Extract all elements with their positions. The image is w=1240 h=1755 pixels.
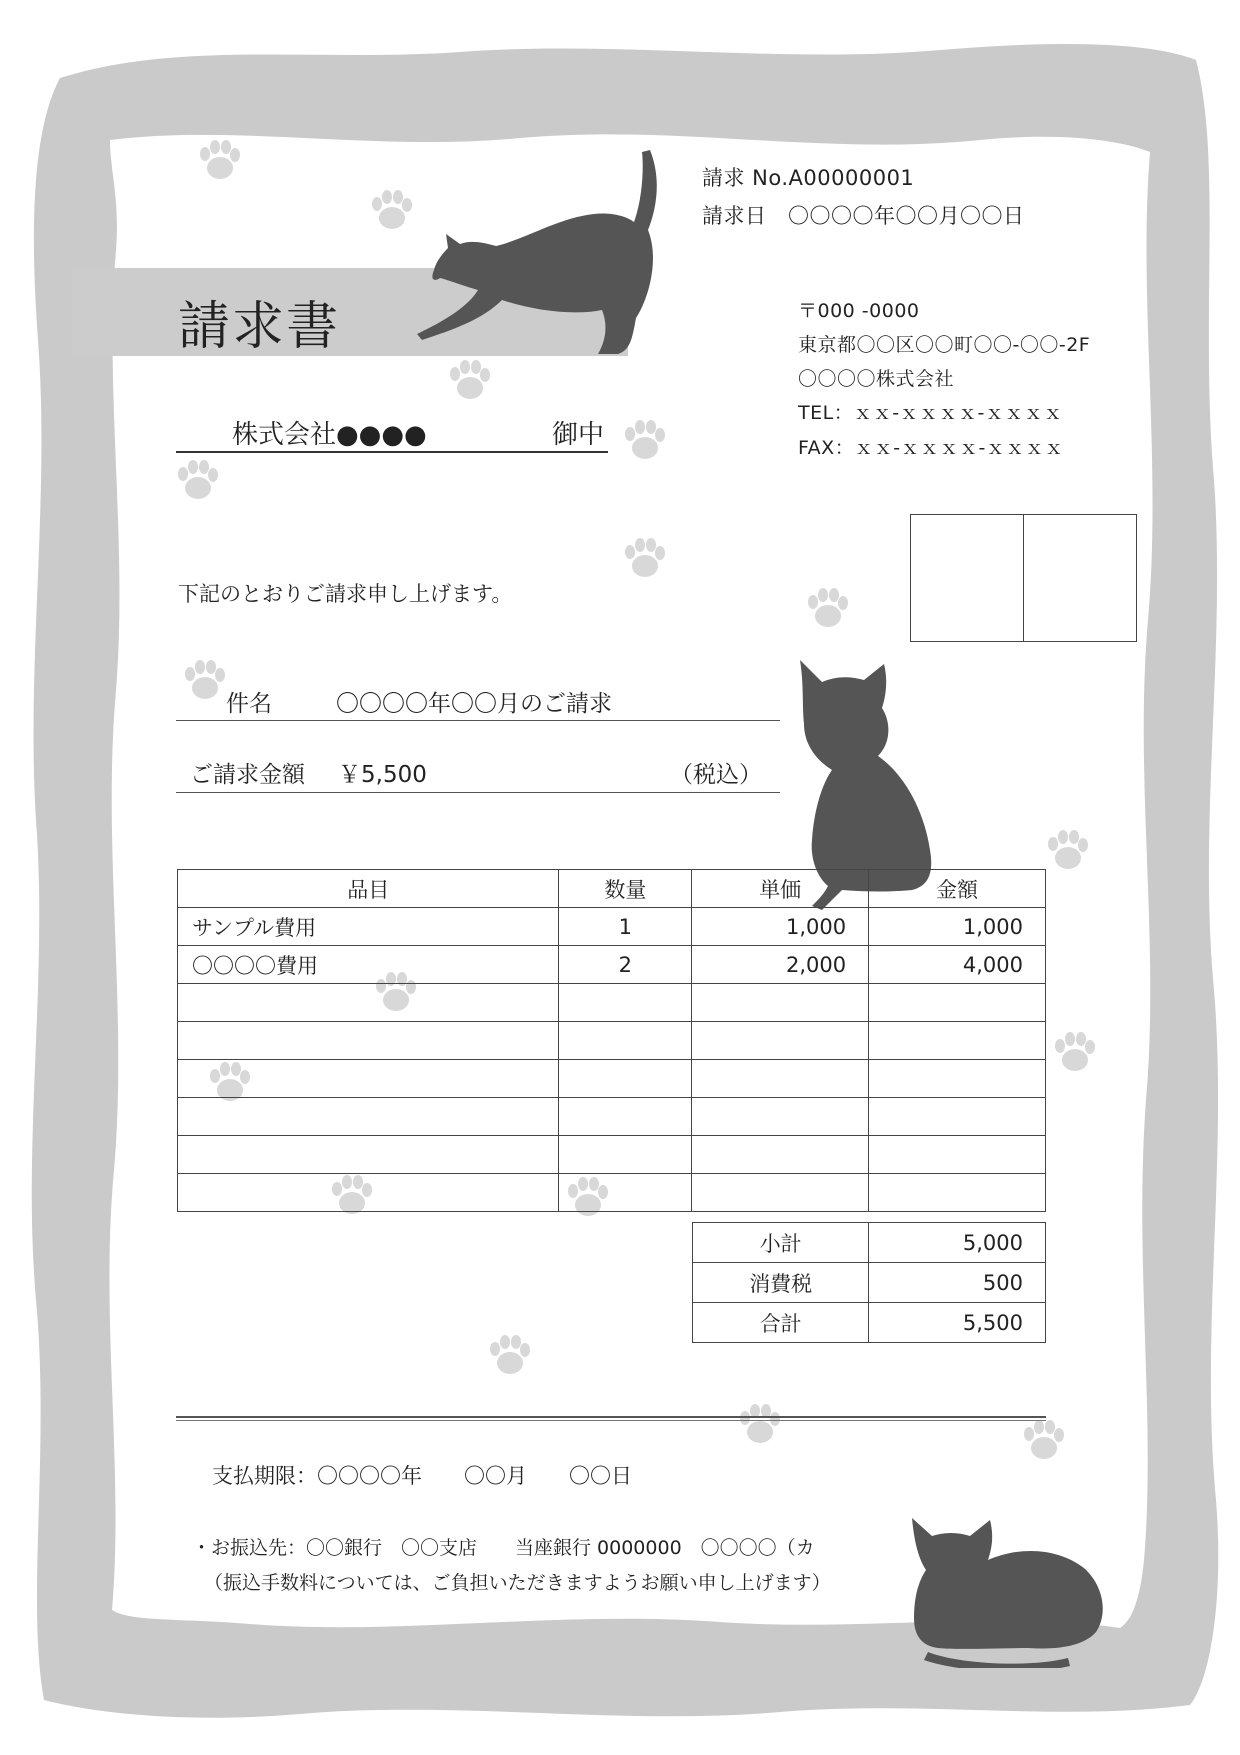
stamp-box-left	[911, 515, 1024, 641]
cell-item: 〇〇〇〇費用	[178, 946, 559, 984]
cell-amount: 1,000	[869, 908, 1046, 946]
cell-item	[178, 1098, 559, 1136]
cell-item	[178, 1174, 559, 1212]
cell-amount	[869, 1098, 1046, 1136]
subtotal-row	[693, 1223, 1046, 1263]
tax-label: 消費税	[693, 1263, 869, 1303]
table-row	[178, 1022, 1046, 1060]
invoice-number: 請求 No.A00000001	[702, 166, 915, 190]
sender-company: 〇〇〇〇株式会社	[798, 368, 955, 390]
sender-tel: TEL：ｘｘ-ｘｘｘｘ-ｘｘｘｘ	[798, 402, 1063, 424]
amount-value: ￥5,500	[338, 762, 427, 788]
cat-lying-icon	[908, 1518, 1108, 1668]
cell-qty	[559, 1022, 692, 1060]
table-row	[178, 946, 1046, 984]
table-row	[178, 984, 1046, 1022]
cell-item	[178, 1060, 559, 1098]
subject-value: 〇〇〇〇年〇〇月のご請求	[336, 691, 612, 717]
total-value: 5,500	[869, 1303, 1046, 1343]
header-item: 品目	[178, 870, 559, 908]
cell-unit-price	[692, 1098, 869, 1136]
cell-amount	[869, 984, 1046, 1022]
items-table	[177, 869, 1046, 1212]
cell-unit-price: 1,000	[692, 908, 869, 946]
cell-amount	[869, 1174, 1046, 1212]
cell-qty: 1	[559, 908, 692, 946]
table-row	[178, 908, 1046, 946]
cell-amount	[869, 1136, 1046, 1174]
divider-top	[176, 1416, 1046, 1418]
cell-unit-price	[692, 1136, 869, 1174]
cell-amount	[869, 1022, 1046, 1060]
cell-item	[178, 1022, 559, 1060]
cell-unit-price	[692, 1022, 869, 1060]
cell-unit-price	[692, 1060, 869, 1098]
subject-underline	[176, 720, 780, 721]
payment-bank: ・お振込先：〇〇銀行 〇〇支店 当座銀行 0000000 〇〇〇〇（カ	[192, 1537, 815, 1559]
recipient-honorific: 御中	[552, 420, 605, 450]
divider-bottom	[176, 1420, 1046, 1421]
cell-unit-price: 2,000	[692, 946, 869, 984]
stamp-box-right	[1024, 515, 1137, 641]
intro-text: 下記のとおりご請求申し上げます。	[178, 582, 513, 606]
table-row	[178, 1098, 1046, 1136]
table-row	[178, 1060, 1046, 1098]
cell-item	[178, 984, 559, 1022]
payment-deadline: 支払期限：〇〇〇〇年 〇〇月 〇〇日	[212, 1464, 632, 1488]
cell-unit-price	[692, 1174, 869, 1212]
amount-tax-note: （税込）	[670, 762, 762, 788]
header-qty: 数量	[559, 870, 692, 908]
sender-postal: 〒000 -0000	[798, 300, 920, 322]
table-header-row	[178, 870, 1046, 908]
recipient-underline	[176, 451, 608, 453]
cell-qty	[559, 1174, 692, 1212]
cell-qty	[559, 1136, 692, 1174]
tax-value: 500	[869, 1263, 1046, 1303]
amount-label: ご請求金額	[190, 762, 305, 788]
subtotal-label: 小計	[693, 1223, 869, 1263]
cell-qty	[559, 1060, 692, 1098]
sender-fax: FAX：ｘｘ-ｘｘｘｘ-ｘｘｘｘ	[798, 437, 1064, 459]
amount-underline	[176, 792, 780, 793]
total-label: 合計	[693, 1303, 869, 1343]
recipient-name: 株式会社●●●●	[232, 420, 427, 450]
stamp-boxes	[910, 514, 1137, 642]
invoice-date: 請求日 〇〇〇〇年〇〇月〇〇日	[702, 204, 1025, 228]
tax-row	[693, 1263, 1046, 1303]
cat-stretching-icon	[412, 150, 662, 360]
subtotal-value: 5,000	[869, 1223, 1046, 1263]
cell-item	[178, 1136, 559, 1174]
table-row	[178, 1174, 1046, 1212]
payment-fee-note: （振込手数料については、ご負担いただきますようお願い申し上げます）	[204, 1572, 831, 1594]
sender-address: 東京都〇〇区〇〇町〇〇-〇〇-2F	[798, 334, 1091, 356]
document-title: 請求書	[178, 297, 341, 357]
table-row	[178, 1136, 1046, 1174]
totals-table	[692, 1222, 1046, 1343]
cell-unit-price	[692, 984, 869, 1022]
subject-label: 件名	[226, 691, 272, 717]
cell-amount	[869, 1060, 1046, 1098]
cell-amount: 4,000	[869, 946, 1046, 984]
cell-qty	[559, 1098, 692, 1136]
total-row	[693, 1303, 1046, 1343]
header-amount: 金額	[869, 870, 1046, 908]
cell-qty	[559, 984, 692, 1022]
cell-item: サンプル費用	[178, 908, 559, 946]
header-unit-price: 単価	[692, 870, 869, 908]
cell-qty: 2	[559, 946, 692, 984]
